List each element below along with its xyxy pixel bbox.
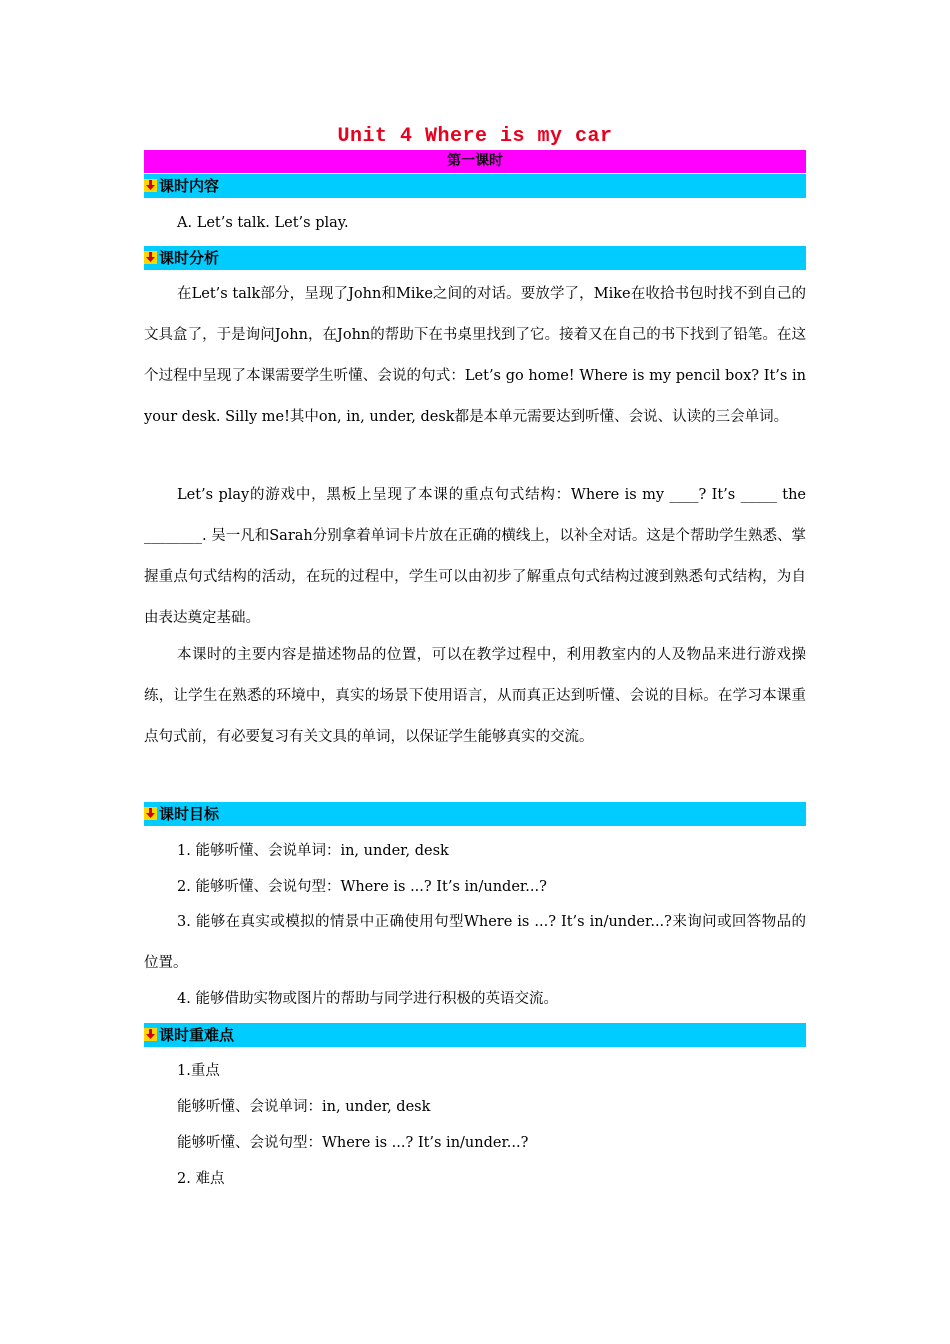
- difficult-label: 2. 难点: [177, 1171, 225, 1187]
- analysis-paragraph-1: 在Let’s talk部分，呈现了John和Mike之间的对话。要放学了，Mike在收拾书包时找不到自己的文具盒了，于是询问John，在John的帮助下在书桌里找到了它。接着又在自己的书下找到了铅笔。在这个过程中呈现了本课需要学生听懂、会说的句式：Let’s go home! Where is my pencil box? It’s in your desk. Silly me!其中on, in, under, desk都是本单元需要达到听懂、会说、认读的三会单词。: [144, 286, 806, 425]
- section-heading: 课时内容: [159, 177, 220, 195]
- document-title: Unit 4 Where is my car: [337, 125, 613, 148]
- down-arrow-icon: [144, 179, 157, 192]
- analysis-paragraph-2: Let’s play的游戏中，黑板上呈现了本课的重点句式结构：Where is my ____? It’s _____ the ________. 吴一凡和Sarah分别拿着单词卡片放在正确的横线上，以补全对话。这是个帮助学生熟悉、掌握重点句式结构的活动，在玩的过程中，学生可以由初步了解重点句式结构过渡到熟悉句式结构，为自由表达奠定基础。: [144, 487, 806, 626]
- goal-item: 4. 能够借助实物或图片的帮助与同学进行积极的英语交流。: [177, 991, 558, 1007]
- section-header-keypoints: [144, 1023, 806, 1047]
- period-banner: 第一课时: [144, 150, 806, 173]
- goal-item: 3. 能够在真实或模拟的情景中正确使用句型Where is ...? It’s in/under...?来询问或回答物品的位置。: [144, 914, 806, 971]
- goal-item: 1. 能够听懂、会说单词：in, under, desk: [177, 843, 449, 859]
- section-header-analysis: [144, 246, 806, 270]
- down-arrow-icon: [144, 807, 157, 820]
- analysis-paragraph-3: 本课时的主要内容是描述物品的位置，可以在教学过程中，利用教室内的人及物品来进行游戏操练，让学生在熟悉的环境中，真实的场景下使用语言，从而真正达到听懂、会说的目标。在学习本课重点句式前，有必要复习有关文具的单词，以保证学生能够真实的交流。: [144, 647, 806, 745]
- down-arrow-icon: [144, 1028, 157, 1041]
- key-item: 能够听懂、会说句型：Where is ...? It’s in/under...?: [177, 1135, 529, 1151]
- section-heading: 课时目标: [159, 805, 220, 823]
- content-text: A. Let’s talk. Let’s play.: [177, 215, 349, 231]
- section-header-content: [144, 174, 806, 198]
- goal-item: 2. 能够听懂、会说句型：Where is ...? It’s in/under...?: [177, 879, 547, 895]
- key-item: 能够听懂、会说单词：in, under, desk: [177, 1099, 431, 1115]
- section-heading: 课时分析: [159, 249, 220, 267]
- section-heading: 课时重难点: [159, 1026, 235, 1044]
- section-header-goals: [144, 802, 806, 826]
- key-label: 1.重点: [177, 1063, 220, 1079]
- down-arrow-icon: [144, 251, 157, 264]
